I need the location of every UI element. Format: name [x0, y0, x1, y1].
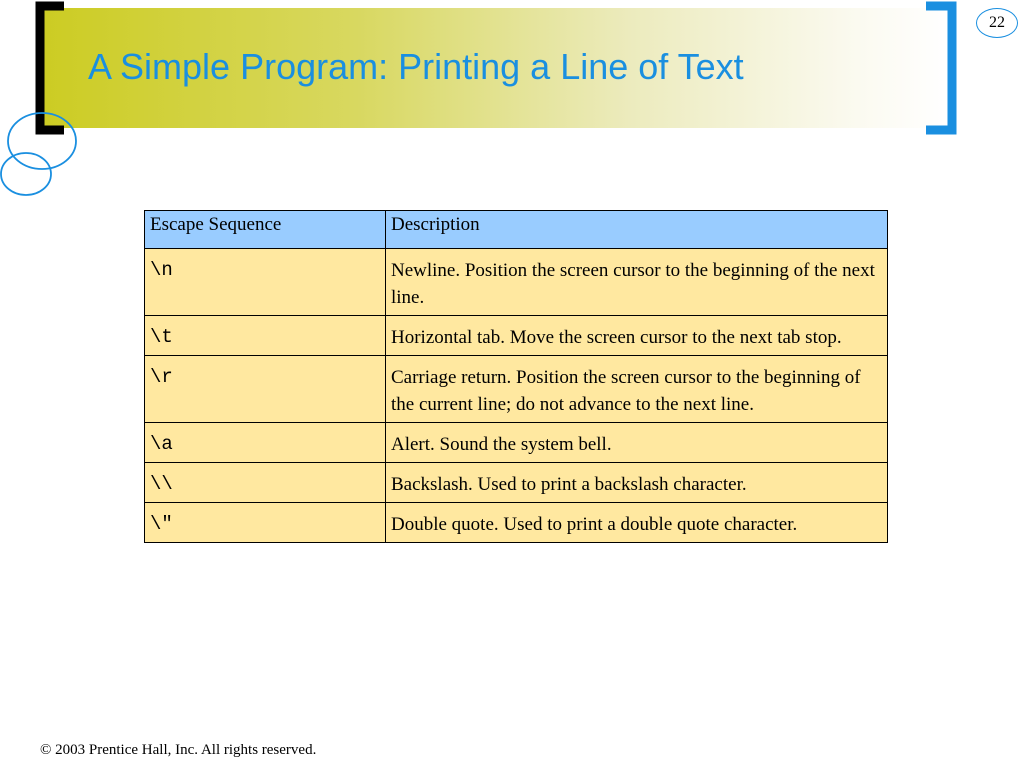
- table-header-row: [145, 211, 888, 249]
- header-escape-sequence: Escape Sequence: [145, 211, 386, 249]
- escape-sequence-cell: \n: [145, 249, 386, 316]
- escape-sequence-cell: \\: [145, 463, 386, 503]
- description-cell: Newline. Position the screen cursor to the beginning of the next line.: [386, 249, 888, 316]
- description-cell: Carriage return. Position the screen cursor to the beginning of the current line; do not advance to the next line.: [386, 356, 888, 423]
- description-cell: Horizontal tab. Move the screen cursor to the next tab stop.: [386, 316, 888, 356]
- escape-sequence-cell: \": [145, 503, 386, 543]
- escape-sequence-cell: \r: [145, 356, 386, 423]
- slide-decoration: [0, 0, 1024, 200]
- description-cell: Alert. Sound the system bell.: [386, 423, 888, 463]
- page-number: 22: [976, 8, 1018, 38]
- header-description: Description: [386, 211, 888, 249]
- table-row: [145, 316, 888, 356]
- copyright-footer: © 2003 Prentice Hall, Inc. All rights reserved.: [40, 742, 317, 758]
- slide-title: A Simple Program: Printing a Line of Text: [88, 46, 744, 87]
- escape-sequence-cell: \t: [145, 316, 386, 356]
- decor-circle-lower-icon: [1, 153, 51, 195]
- table-row: [145, 423, 888, 463]
- table-row: [145, 503, 888, 543]
- table-row: [145, 463, 888, 503]
- left-bracket-icon: [40, 6, 64, 130]
- description-cell: Backslash. Used to print a backslash character.: [386, 463, 888, 503]
- table-row: [145, 356, 888, 423]
- escape-sequence-cell: \a: [145, 423, 386, 463]
- escape-sequence-table: [144, 210, 888, 543]
- table-row: [145, 249, 888, 316]
- right-bracket-icon: [926, 6, 952, 130]
- description-cell: Double quote. Used to print a double quote character.: [386, 503, 888, 543]
